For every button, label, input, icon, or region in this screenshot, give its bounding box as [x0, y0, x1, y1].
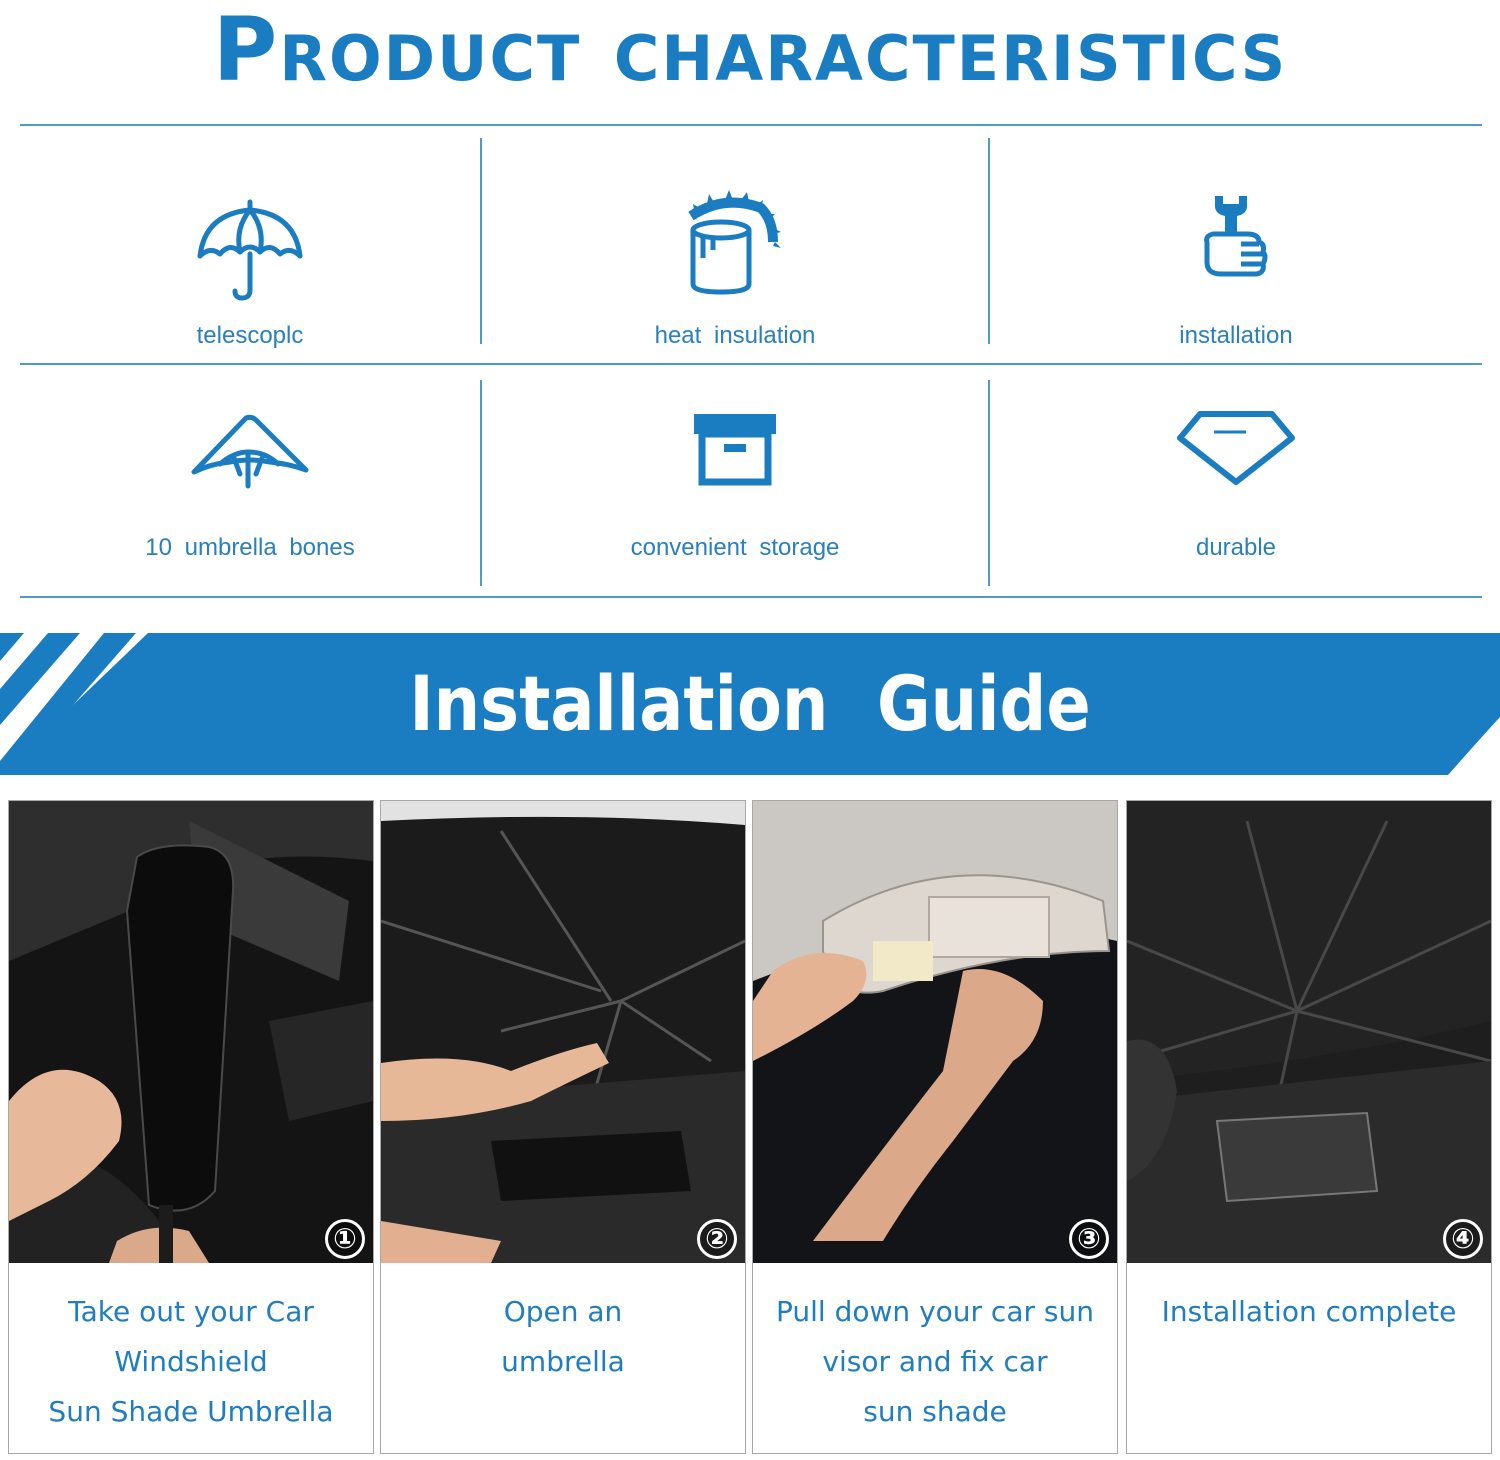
feature-telescopic [20, 130, 480, 360]
step-1-photo [9, 801, 373, 1263]
feature-label: convenient storage [630, 534, 840, 561]
step-number-badge: ③ [1069, 1219, 1109, 1259]
feature-convenient-storage [482, 372, 988, 594]
divider-top [20, 124, 1482, 126]
feature-durable [990, 372, 1482, 594]
feature-label: telescoplc [196, 322, 304, 349]
step-3-photo [753, 801, 1117, 1263]
heat-insulation-icon [685, 186, 785, 298]
step-3 [752, 800, 1118, 1454]
feature-label: durable [1195, 534, 1277, 561]
step-number-badge: ④ [1443, 1219, 1483, 1259]
step-number-badge: ① [325, 1219, 365, 1259]
step-4 [1126, 800, 1492, 1454]
step-2-photo [381, 801, 745, 1263]
feature-installation [990, 130, 1482, 360]
feature-umbrella-bones [20, 372, 480, 594]
diamond-icon [1176, 410, 1296, 486]
feature-heat-insulation [482, 130, 988, 360]
step-caption: Take out your Car Windshield Sun Shade Umbrella [48, 1295, 334, 1428]
divider-bottom [20, 596, 1482, 598]
step-caption: Installation complete [1161, 1295, 1457, 1328]
feature-label: installation [1179, 322, 1293, 349]
step-caption: Open an umbrella [501, 1295, 625, 1378]
step-1 [8, 800, 374, 1454]
feature-label: 10 umbrella bones [145, 534, 355, 561]
step-number-badge: ② [697, 1219, 737, 1259]
step-4-photo [1127, 801, 1491, 1263]
divider-middle [20, 363, 1482, 365]
wrench-hand-icon [1201, 192, 1271, 288]
feature-label: heat insulation [654, 322, 816, 349]
step-caption: Pull down your car sun visor and fix car sun shade [776, 1295, 1094, 1428]
step-2 [380, 800, 746, 1454]
storage-box-icon [694, 414, 776, 486]
umbrella-icon [195, 198, 305, 304]
installation-guide-title: Installation Guide [409, 659, 1091, 748]
page-title: Product characteristics [212, 0, 1288, 101]
umbrella-bones-icon [190, 412, 310, 492]
